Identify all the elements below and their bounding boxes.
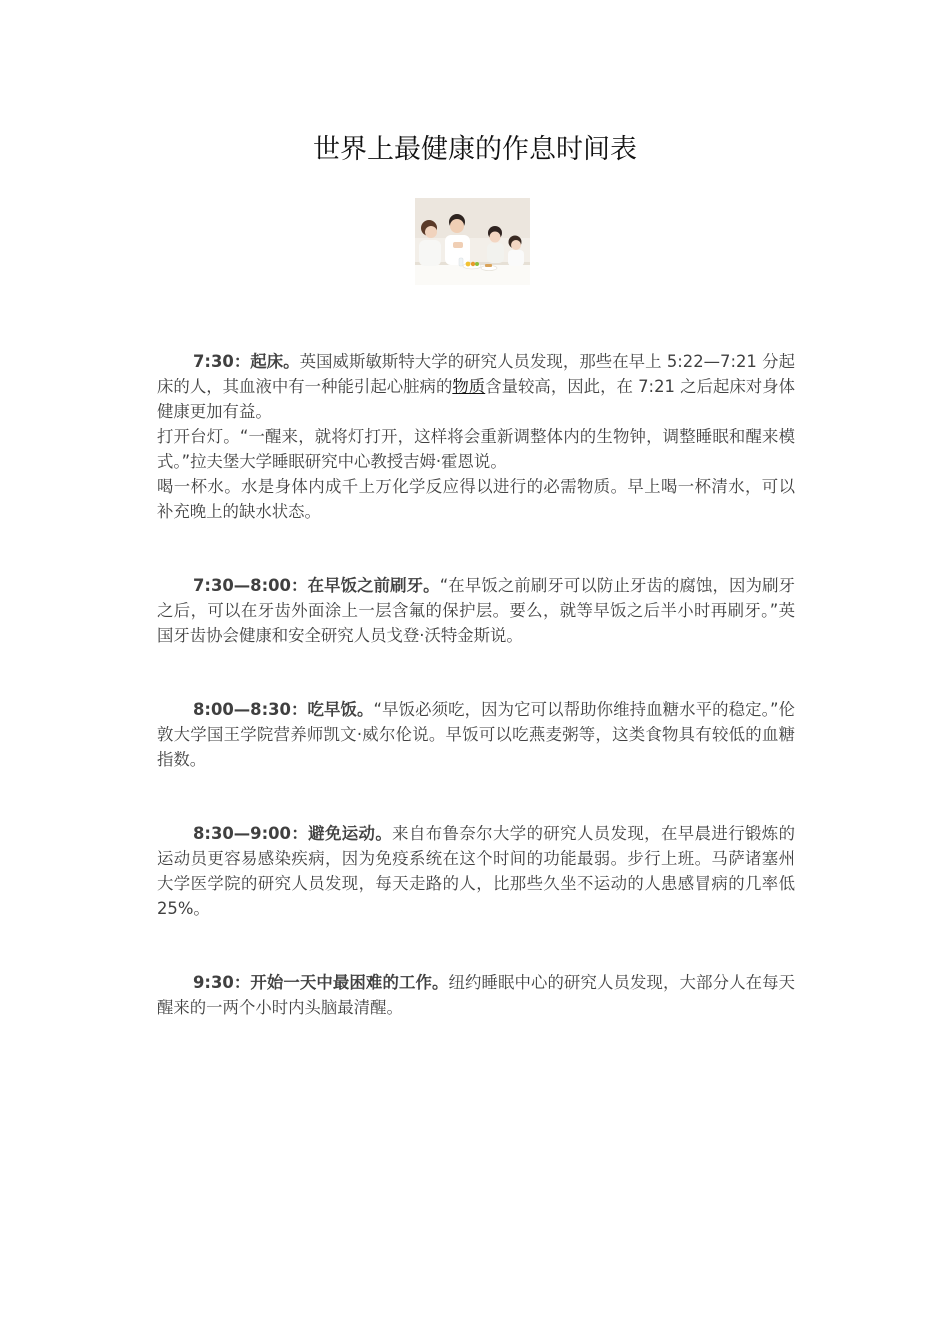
- section-brush-teeth: [157, 573, 795, 648]
- section-heading: 7:30：起床。: [193, 352, 300, 371]
- section-heading: 8:00—8:30：吃早饭。: [193, 700, 374, 719]
- paragraph-drink-water: 喝一杯水。水是身体内成千上万化学反应得以进行的必需物质。早上喝一杯清水，可以补充晚上的缺水状态。: [157, 477, 795, 521]
- article-body: [157, 349, 795, 1020]
- section-breakfast: [157, 697, 795, 772]
- substance-link[interactable]: 物质: [452, 377, 486, 396]
- section-hard-work: [157, 970, 795, 1020]
- page-title: 世界上最健康的作息时间表: [313, 134, 637, 165]
- spacer: [157, 648, 795, 697]
- section-avoid-exercise: [157, 821, 795, 921]
- section-text: 英国威斯敏斯特大学的研究人员发现，那些在早上 5:22—7:21 分起床的人，其血液中有一种能引起心脏病的: [157, 352, 795, 396]
- section-text: “早饭必须吃，因为它可以帮助你维持血糖水平的稳定。”伦敦大学国王学院营养师凯文·威尔伦说。早饭可以吃燕麦粥等，这类食物具有较低的血糖指数。: [157, 700, 795, 769]
- spacer: [157, 772, 795, 821]
- section-heading: 9:30：开始一天中最困难的工作。: [193, 973, 449, 992]
- section-text: 纽约睡眠中心的研究人员发现，大部分人在每天醒来的一两个小时内头脑最清醒。: [157, 973, 795, 1017]
- spacer: [157, 524, 795, 573]
- spacer: [157, 921, 795, 970]
- family-breakfast-illustration: [415, 198, 530, 285]
- section-heading: 7:30—8:00：在早饭之前刷牙。: [193, 576, 440, 595]
- section-wake-up: [157, 349, 795, 424]
- section-text: “在早饭之前刷牙可以防止牙齿的腐蚀，因为刷牙之后，可以在牙齿外面涂上一层含氟的保护层。要么，就等早饭之后半小时再刷牙。”英国牙齿协会健康和安全研究人员戈登·沃特金斯说。: [157, 576, 795, 645]
- section-text: 含量较高，因此，在 7:21 之后起床对身体健康更加有益。: [157, 377, 796, 421]
- paragraph-turn-on-lamp: 打开台灯。“一醒来，就将灯打开，这样将会重新调整体内的生物钟，调整睡眠和醒来模式。”拉夫堡大学睡眠研究中心教授吉姆·霍恩说。: [157, 427, 795, 471]
- section-heading: 8:30—9:00：避免运动。: [193, 824, 393, 843]
- section-text: 来自布鲁奈尔大学的研究人员发现，在早晨进行锻炼的运动员更容易感染疾病，因为免疫系统在这个时间的功能最弱。步行上班。马萨诸塞州大学医学院的研究人员发现，每天走路的人，比那些久坐不运动的人患感冒病的几率低 25%。: [157, 824, 795, 918]
- family-breakfast-photo: [415, 198, 530, 285]
